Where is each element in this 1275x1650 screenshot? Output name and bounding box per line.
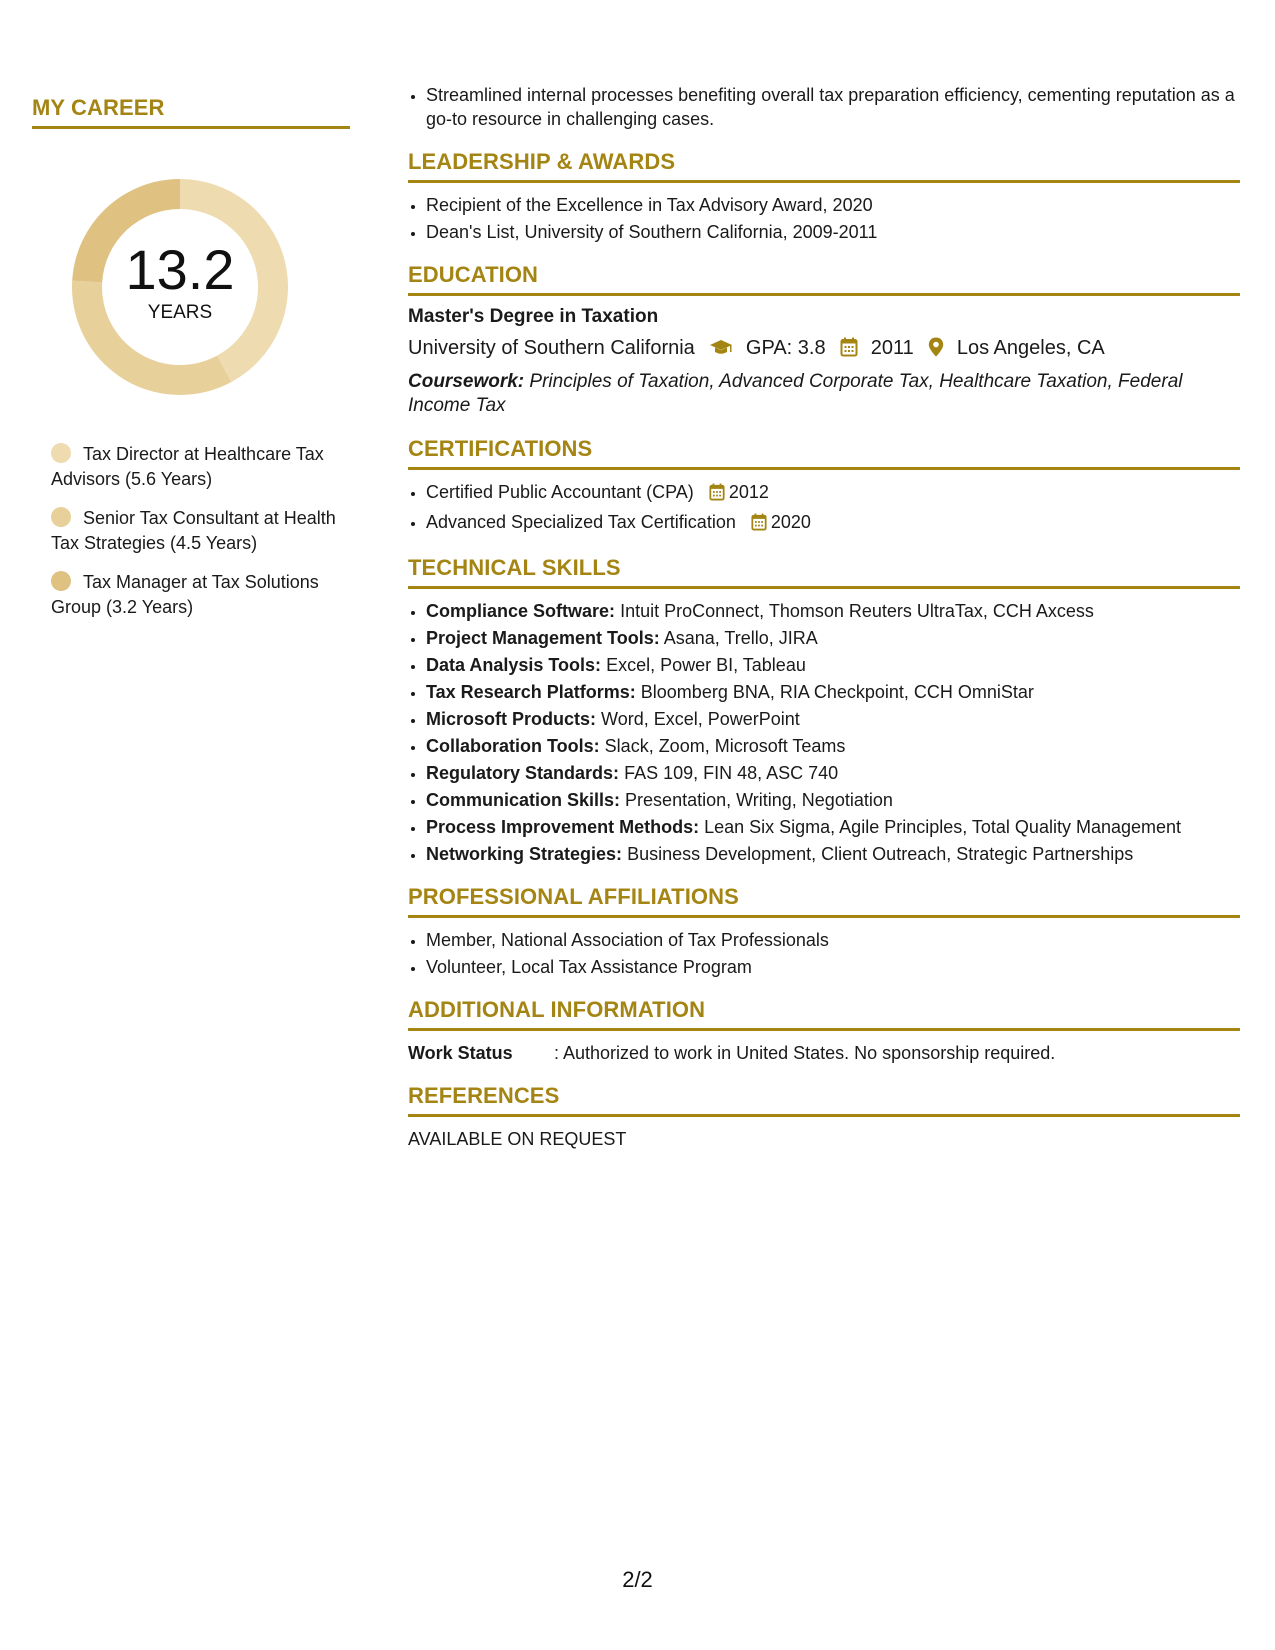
list-item bbox=[426, 761, 1240, 785]
certifications-title: CERTIFICATIONS bbox=[408, 436, 1240, 470]
skill-label: Tax Research Platforms: bbox=[426, 682, 636, 702]
skill-value: Intuit ProConnect, Thomson Reuters UltraTax, CCH Axcess bbox=[620, 601, 1094, 621]
list-item: • Dean's List, University of Southern California, 2009-2011 bbox=[426, 220, 1240, 244]
list-item bbox=[426, 788, 1240, 812]
skills-section bbox=[408, 555, 1240, 866]
calendar-icon bbox=[751, 513, 767, 537]
skills-title: TECHNICAL SKILLS bbox=[408, 555, 1240, 589]
leadership-section bbox=[408, 149, 1240, 244]
skill-label: Compliance Software: bbox=[426, 601, 616, 621]
work-status-row bbox=[408, 1041, 1240, 1065]
calendar-icon bbox=[709, 483, 725, 507]
list-item bbox=[426, 599, 1240, 623]
career-donut bbox=[65, 172, 295, 402]
donut-center bbox=[65, 172, 295, 402]
list-item: • Volunteer, Local Tax Assistance Program bbox=[426, 955, 1240, 979]
skill-label: Process Improvement Methods: bbox=[426, 817, 700, 837]
list-item bbox=[426, 653, 1240, 677]
list-item bbox=[426, 480, 1240, 507]
certification-name: Certified Public Accountant (CPA) bbox=[426, 482, 694, 502]
references-text: AVAILABLE ON REQUEST bbox=[408, 1129, 627, 1149]
skill-value: Lean Six Sigma, Agile Principles, Total Quality Management bbox=[704, 817, 1182, 837]
skill-label: Microsoft Products: bbox=[426, 709, 597, 729]
list-item: • Streamlined internal processes benefiting overall tax preparation efficiency, cementing reputation as a go-to resource in challenging cases. bbox=[426, 83, 1240, 131]
additional-section bbox=[408, 997, 1240, 1065]
list-item bbox=[426, 842, 1240, 866]
skill-label: Data Analysis Tools: bbox=[426, 655, 602, 675]
skill-value: Bloomberg BNA, RIA Checkpoint, CCH OmniStar bbox=[640, 682, 1034, 702]
skill-label: Regulatory Standards: bbox=[426, 763, 620, 783]
legend-label: Tax Manager at Tax Solutions Group (3.2 Years) bbox=[51, 572, 319, 617]
skill-value: Excel, Power BI, Tableau bbox=[606, 655, 806, 675]
calendar-icon bbox=[840, 337, 858, 364]
skills-list bbox=[408, 599, 1240, 866]
education-details bbox=[408, 335, 1240, 364]
location-pin-icon bbox=[928, 337, 944, 364]
certifications-list bbox=[408, 480, 1240, 537]
page-number: 2/2 bbox=[622, 1567, 653, 1592]
coursework-label: Coursework: bbox=[408, 371, 525, 392]
education-coursework bbox=[408, 370, 1240, 418]
education-location: Los Angeles, CA bbox=[956, 337, 1105, 359]
coursework-text: Principles of Taxation, Advanced Corporate Tax, Healthcare Taxation, Federal Income Tax bbox=[408, 371, 1183, 416]
left-column bbox=[32, 95, 350, 634]
affiliations-section bbox=[408, 884, 1240, 979]
career-legend bbox=[32, 442, 350, 620]
career-title: MY CAREER bbox=[32, 95, 350, 129]
education-year: 2011 bbox=[870, 337, 914, 359]
references-section bbox=[408, 1083, 1240, 1151]
legend-dot bbox=[51, 443, 71, 463]
skill-label: Collaboration Tools: bbox=[426, 736, 600, 756]
education-title: EDUCATION bbox=[408, 262, 1240, 296]
skill-value: FAS 109, FIN 48, ASC 740 bbox=[624, 763, 839, 783]
education-school: University of Southern California bbox=[408, 337, 695, 359]
certifications-section bbox=[408, 436, 1240, 537]
legend-item bbox=[51, 570, 350, 620]
skill-value: Asana, Trello, JIRA bbox=[663, 628, 818, 648]
list-item bbox=[426, 626, 1240, 650]
affiliations-list bbox=[408, 928, 1240, 979]
list-item bbox=[426, 510, 1240, 537]
skill-value: Business Development, Client Outreach, Strategic Partnerships bbox=[627, 844, 1134, 864]
legend-dot bbox=[51, 507, 71, 527]
legend-item bbox=[51, 442, 350, 492]
references-title: REFERENCES bbox=[408, 1083, 1240, 1117]
list-item bbox=[426, 734, 1240, 758]
certification-year: 2012 bbox=[728, 482, 769, 502]
additional-title: ADDITIONAL INFORMATION bbox=[408, 997, 1240, 1031]
certification-name: Advanced Specialized Tax Certification bbox=[426, 512, 736, 532]
right-column bbox=[408, 80, 1240, 1151]
legend-dot bbox=[51, 571, 71, 591]
leadership-title: LEADERSHIP & AWARDS bbox=[408, 149, 1240, 183]
legend-label: Senior Tax Consultant at Health Tax Strategies (4.5 Years) bbox=[51, 508, 336, 553]
list-item bbox=[426, 707, 1240, 731]
list-item bbox=[426, 680, 1240, 704]
skill-label: Communication Skills: bbox=[426, 790, 621, 810]
skill-value: Presentation, Writing, Negotiation bbox=[625, 790, 893, 810]
work-status-label: Work Status bbox=[408, 1043, 513, 1063]
skill-value: Slack, Zoom, Microsoft Teams bbox=[604, 736, 846, 756]
skill-label: Project Management Tools: bbox=[426, 628, 660, 648]
certification-year: 2020 bbox=[770, 512, 811, 532]
list-item: • Recipient of the Excellence in Tax Advisory Award, 2020 bbox=[426, 193, 1240, 217]
education-section bbox=[408, 262, 1240, 418]
education-degree: Master's Degree in Taxation bbox=[408, 306, 659, 327]
skill-value: Word, Excel, PowerPoint bbox=[601, 709, 800, 729]
leadership-list bbox=[408, 193, 1240, 244]
skill-label: Networking Strategies: bbox=[426, 844, 623, 864]
list-item: • Member, National Association of Tax Professionals bbox=[426, 928, 1240, 952]
work-status-value: : Authorized to work in United States. No sponsorship required. bbox=[554, 1043, 1056, 1063]
career-unit: YEARS bbox=[147, 302, 213, 323]
list-item bbox=[426, 815, 1240, 839]
affiliations-title: PROFESSIONAL AFFILIATIONS bbox=[408, 884, 1240, 918]
education-gpa: GPA: 3.8 bbox=[745, 337, 826, 359]
legend-label: Tax Director at Healthcare Tax Advisors (5.6 Years) bbox=[51, 444, 324, 489]
graduation-cap-icon bbox=[709, 338, 733, 364]
career-total: 13.2 bbox=[125, 238, 235, 301]
experience-continued-list bbox=[408, 83, 1240, 131]
legend-item bbox=[51, 506, 350, 556]
